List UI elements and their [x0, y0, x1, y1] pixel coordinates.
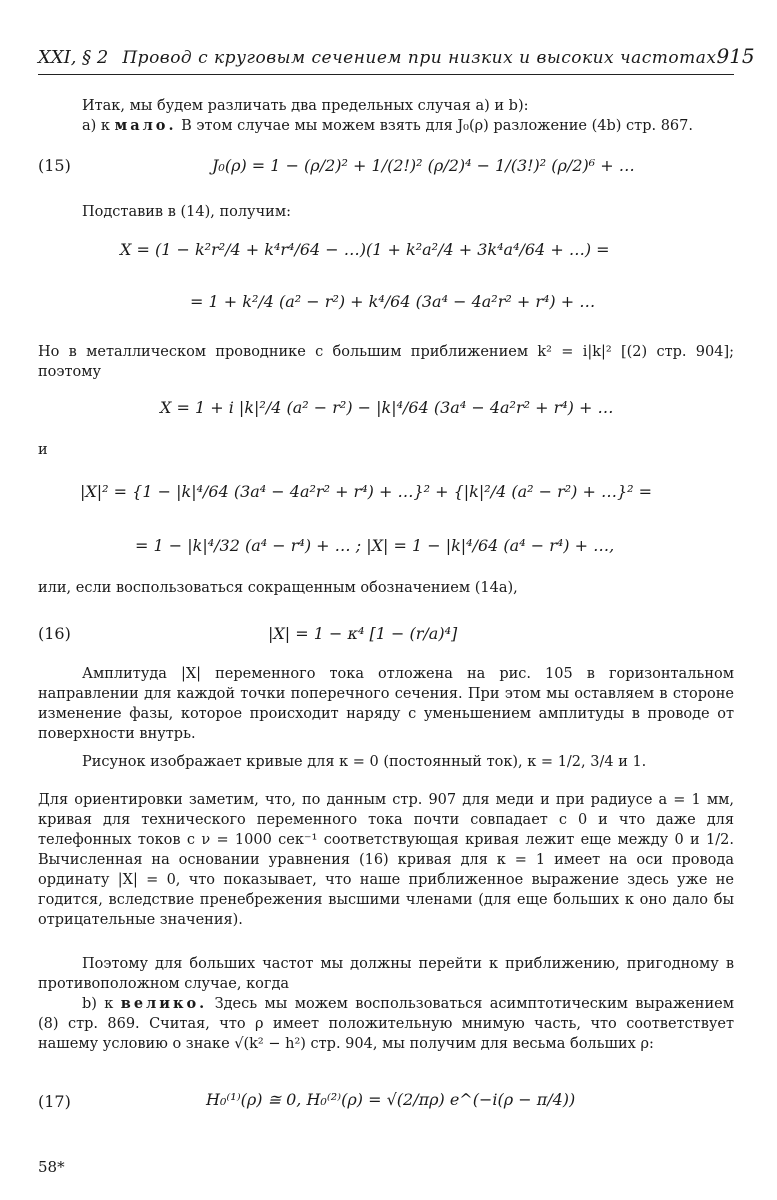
equation-number-17: (17) — [38, 1092, 71, 1111]
paragraph-intro: Итак, мы будем различать два предельных случая a) и b): — [82, 98, 529, 114]
paragraph-and: и — [38, 442, 48, 458]
case-b-keyword: велико. — [120, 995, 208, 1012]
printer-signature: 58* — [38, 1158, 65, 1176]
case-b-label: b) κ — [82, 996, 114, 1012]
paragraph-figure-curves: Рисунок изображает кривые для κ = 0 (постоянный ток), κ = 1/2, 3/4 и 1. — [82, 754, 647, 770]
paragraph-high-frequencies: Поэтому для больших частот мы должны перейти к приближению, пригодному в противоположном случае, когда — [38, 956, 734, 992]
equation-15: J₀(ρ) = 1 − (ρ/2)² + 1/(2!)² (ρ/2)⁴ − 1/(3!)² (ρ/2)⁶ + … — [212, 156, 635, 175]
equation-number-16: (16) — [38, 624, 71, 643]
paragraph-case-b — [38, 994, 734, 1054]
equation-number-15: (15) — [38, 156, 71, 175]
equation-x-complex: X = 1 + i |k|²/4 (a² − r²) − |k|⁴/64 (3a⁴ − 4a²r² + r⁴) + … — [160, 398, 614, 417]
equation-x-expanded: = 1 + k²/4 (a² − r²) + k⁴/64 (3a⁴ − 4a²r² + r⁴) + … — [190, 292, 596, 311]
chapter-title: Провод с круговым сечением при низких и высоких частотах — [122, 48, 717, 68]
equation-abs-x-squared: |X|² = {1 − |k|⁴/64 (3a⁴ − 4a²r² + r⁴) + …}² + {|k|²/4 (a² − r²) + …}² = — [80, 482, 653, 501]
paragraph-orientation: Для ориентировки заметим, что, по данным стр. 907 для меди и при радиусе a = 1 мм, кривая для технического переменного тока почти совпадает с 0 и что даже для телефонных токов с ν = 1000 сек⁻¹ соответствующая кривая лежит еще между 0 и 1/2. Вычисленная на основании уравнения (16) кривая для κ = 1 имеет на оси провода ординату |X| = 0, что показывает, что наше приближенное выражение здесь уже не годится, вследствие пренебрежения высшими членами (для еще больших κ оно дало бы отрицательные значения). — [38, 792, 734, 928]
paragraph-case-a — [38, 116, 734, 136]
paragraph-substitute: Подставив в (14), получим: — [82, 204, 291, 220]
case-a-text: В этом случае мы можем взять для J₀(ρ) разложение (4b) стр. 867. — [176, 118, 693, 134]
running-header — [38, 44, 755, 75]
paragraph-metal-conductor: Но в металлическом проводнике с большим приближением k² = i|k|² [(2) стр. 904]; поэтому — [38, 344, 734, 380]
case-b-text: Здесь мы можем воспользоваться асимптотическим выражением (8) стр. 869. Считая, что ρ имеет положительную мнимую часть, что соответствует нашему условию о знаке √(k² − h²) стр. 904, мы получим для весьма больших ρ: — [38, 996, 734, 1052]
equation-x-product: X = (1 − k²r²/4 + k⁴r⁴/64 − …)(1 + k²a²/4 + 3k⁴a⁴/64 + …) = — [120, 240, 610, 259]
page-number: 915 — [716, 44, 755, 68]
equation-abs-x-result: = 1 − |k|⁴/32 (a⁴ − r⁴) + … ; |X| = 1 − |k|⁴/64 (a⁴ − r⁴) + …, — [135, 536, 615, 555]
case-a-keyword: мало. — [114, 117, 177, 134]
paragraph-abbreviation: или, если воспользоваться сокращенным обозначением (14a), — [38, 580, 518, 596]
equation-17: H₀⁽¹⁾(ρ) ≅ 0, H₀⁽²⁾(ρ) = √(2/πρ) e^(−i(ρ − π/4)) — [206, 1090, 576, 1109]
paragraph-amplitude: Амплитуда |X| переменного тока отложена на рис. 105 в горизонтальном направлении для каждой точки поперечного сечения. При этом мы оставляем в стороне изменение фазы, которое происходит наряду с уменьшением амплитуды в проводе от поверхности внутрь. — [38, 666, 734, 742]
section-ref: XXI, § 2 — [38, 47, 109, 68]
case-a-label: a) κ — [82, 118, 110, 134]
equation-16: |X| = 1 − κ⁴ [1 − (r/a)⁴] — [268, 624, 458, 643]
